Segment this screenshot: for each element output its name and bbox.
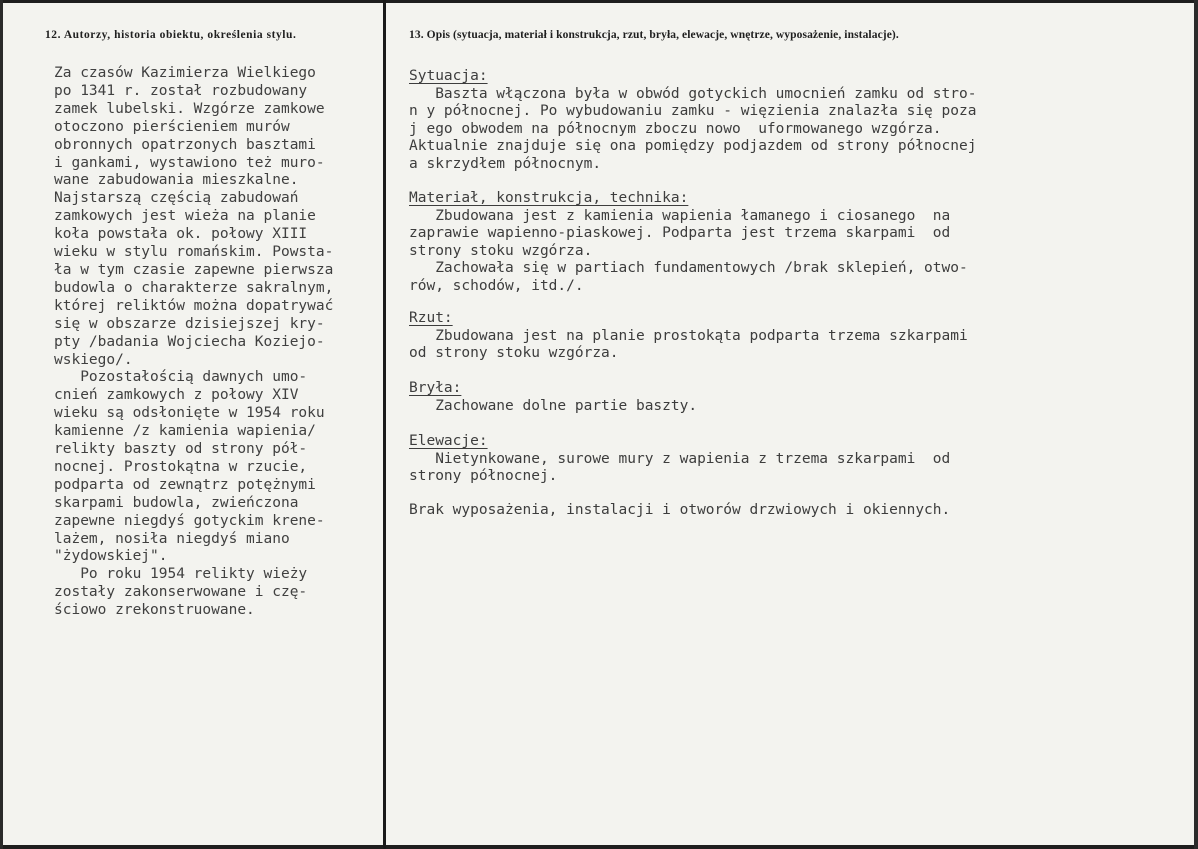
page-border-bottom — [0, 845, 1198, 849]
history-line: zamkowych jest wieża na planie — [54, 208, 316, 225]
section-elewacje — [409, 433, 1189, 486]
section-line: strony północnej. — [409, 468, 558, 484]
page-border-left — [0, 0, 3, 849]
history-line: ła w tym czasie zapewne pierwsza — [54, 261, 334, 278]
history-line: ściowo zrekonstruowane. — [54, 602, 255, 619]
history-line: relikty baszty od strony pół- — [54, 441, 308, 458]
history-line: "żydowskiej". — [54, 548, 168, 565]
history-line: zostały zakonserwowane i czę- — [54, 584, 308, 601]
section-line: strony stoku wzgórza. — [409, 242, 593, 259]
right-column-header: 13. Opis (sytuacja, materiał i konstrukcja, rzut, bryła, elewacje, wnętrze, wyposażenie, instalacje). — [409, 29, 899, 41]
history-text — [54, 65, 379, 620]
section-wyposazenie — [409, 502, 1189, 520]
column-divider — [383, 0, 386, 849]
section-rzut — [409, 310, 1189, 363]
section-line: Nietynkowane, surowe mury z wapienia z trzema szkarpami od — [409, 450, 951, 467]
history-line: obronnych opatrzonych basztami — [54, 136, 316, 153]
page-border-right — [1194, 0, 1198, 849]
section-line: Brak wyposażenia, instalacji i otworów drzwiowych i okiennych. — [409, 502, 951, 518]
history-line: się w obszarze dzisiejszej kry- — [54, 315, 325, 332]
history-line: Pozostałością dawnych umo- — [54, 369, 308, 386]
history-line: nocnej. Prostokątna w rzucie, — [54, 458, 308, 475]
section-line: Zbudowana jest z kamienia wapienia łamanego i ciosanego na — [409, 207, 951, 224]
left-column-header: 12. Autorzy, historia obiektu, określenia stylu. — [45, 29, 297, 41]
history-line: wieku są odsłonięte w 1954 roku — [54, 405, 325, 422]
section-line: od strony stoku wzgórza. — [409, 345, 619, 361]
history-line: budowla o charakterze sakralnym, — [54, 279, 334, 296]
section-line: rów, schodów, itd./. — [409, 277, 584, 294]
history-line: po 1341 r. został rozbudowany — [54, 82, 308, 99]
section-line: Zachowane dolne partie baszty. — [409, 397, 698, 414]
section-line: Aktualnie znajduje się ona pomiędzy podjazdem od strony północnej — [409, 138, 977, 154]
history-line: zamek lubelski. Wzgórze zamkowe — [54, 100, 325, 117]
history-line: podparta od zewnątrz potężnymi — [54, 476, 316, 493]
section-line: a skrzydłem północnym. — [409, 155, 602, 172]
section-heading: Rzut: — [409, 310, 453, 326]
section-line: Zachowała się w partiach fundamentowych /brak sklepień, otwo- — [409, 260, 968, 276]
history-line: cnień zamkowych z połowy XIV — [54, 387, 299, 404]
page-border-top — [0, 0, 1198, 3]
history-line: wane zabudowania mieszkalne. — [54, 172, 299, 189]
section-sytuacja — [409, 68, 1189, 173]
history-line: koła powstała ok. połowy XIII — [54, 226, 308, 243]
history-line: zapewne niegdyś gotyckim krene- — [54, 512, 325, 529]
history-line: wieku w stylu romańskim. Powsta- — [54, 244, 334, 261]
section-line: Baszta włączona była w obwód gotyckich umocnień zamku od stro- — [409, 85, 977, 102]
section-line: j ego obwodem na północnym zboczu nowo uformowanego wzgórza. — [409, 120, 942, 137]
history-line: Za czasów Kazimierza Wielkiego — [54, 65, 316, 81]
section-heading: Sytuacja: — [409, 68, 488, 84]
history-line: Najstarszą częścią zabudowań — [54, 190, 299, 207]
history-line: której reliktów można dopatrywać — [54, 297, 334, 314]
section-bryla — [409, 380, 1189, 415]
section-line: zaprawie wapienno-piaskowej. Podparta jest trzema skarpami od — [409, 225, 951, 241]
section-heading: Materiał, konstrukcja, technika: — [409, 190, 689, 206]
section-line: n y północnej. Po wybudowaniu zamku - więzienia znalazła się poza — [409, 103, 977, 119]
history-line: i gankami, wystawiono też muro- — [54, 154, 325, 171]
history-line: wskiego/. — [54, 351, 133, 368]
section-material — [409, 190, 1189, 295]
section-heading: Bryła: — [409, 380, 462, 396]
history-line: skarpami budowla, zwieńczona — [54, 494, 299, 511]
history-line: pty /badania Wojciecha Koziejo- — [54, 333, 325, 350]
history-line: kamienne /z kamienia wapienia/ — [54, 423, 316, 440]
history-line: otoczono pierścieniem murów — [54, 118, 290, 135]
section-line: Zbudowana jest na planie prostokąta podparta trzema szkarpami — [409, 327, 968, 344]
section-heading: Elewacje: — [409, 433, 488, 449]
history-line: Po roku 1954 relikty wieży — [54, 566, 308, 583]
history-line: lażem, nosiła niegdyś miano — [54, 530, 290, 547]
